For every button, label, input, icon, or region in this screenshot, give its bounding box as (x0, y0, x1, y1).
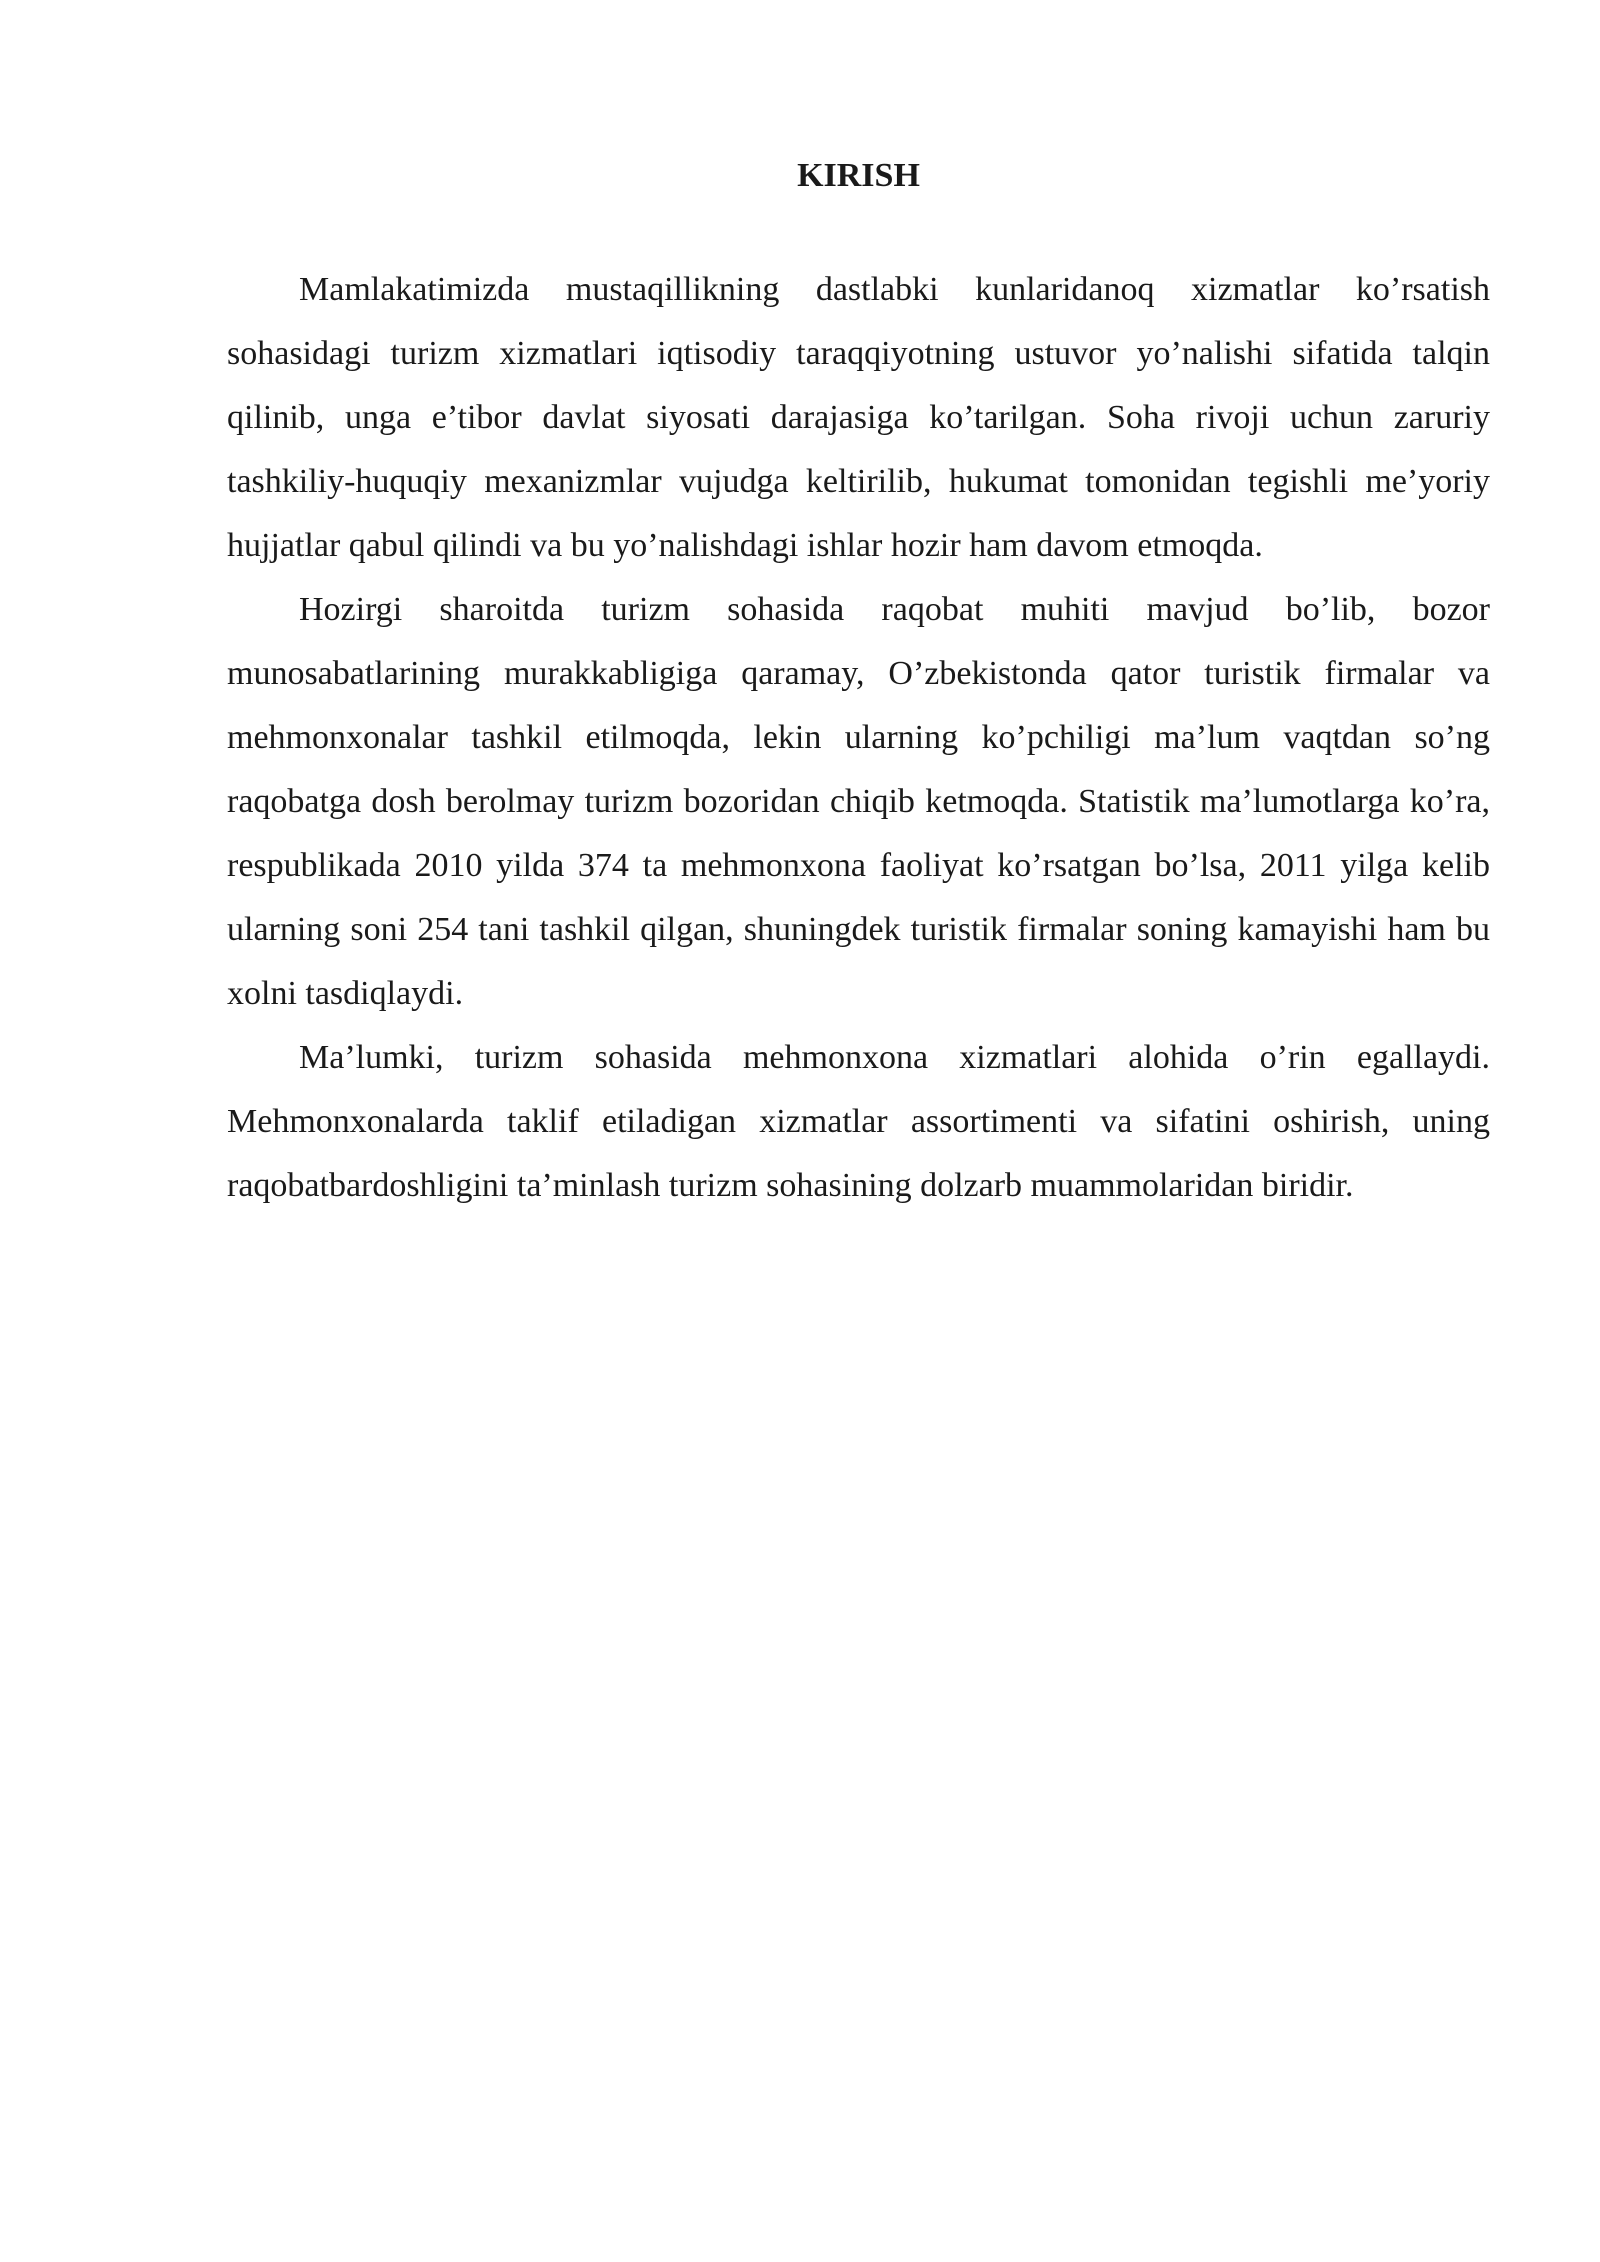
paragraph-2: Hozirgi sharoitda turizm sohasida raqobat muhiti mavjud bo’lib, bozor munosabatlarining murakkabligiga qaramay, O’zbekistonda qator turistik firmalar va mehmonxonalar tashkil etilmoqda, lekin ularning ko’pchiligi ma’lum vaqtdan so’ng raqobatga dosh berolmay turizm bozoridan chiqib ketmoqda. Statistik ma’lumotlarga ko’ra, respublikada 2010 yilda 374 ta mehmonxona faoliyat ko’rsatgan bo’lsa, 2011 yilga kelib ularning soni 254 tani tashkil qilgan, shuningdek turistik firmalar soning kamayishi ham bu xolni tasdiqlaydi. (227, 591, 1490, 1012)
document-body (227, 150, 1490, 1218)
section-title: KIRISH (797, 157, 920, 194)
paragraph-1: Mamlakatimizda mustaqillikning dastlabki kunlaridanoq xizmatlar ko’rsatish sohasidagi turizm xizmatlari iqtisodiy taraqqiyotning ustuvor yo’nalishi sifatida talqin qilinib, unga e’tibor davlat siyosati darajasiga ko’tarilgan. Soha rivoji uchun zaruriy tashkiliy-huquqiy mexanizmlar vujudga keltirilib, hukumat tomonidan tegishli me’yoriy hujjatlar qabul qilindi va bu yo’nalishdagi ishlar hozir ham davom etmoqda. (227, 271, 1490, 564)
paragraph-3: Ma’lumki, turizm sohasida mehmonxona xizmatlari alohida o’rin egallaydi. Mehmonxonalarda taklif etiladigan xizmatlar assortimenti va sifatini oshirish, uning raqobatbardoshligini ta’minlash turizm sohasining dolzarb muammolaridan biridir. (227, 1039, 1490, 1204)
